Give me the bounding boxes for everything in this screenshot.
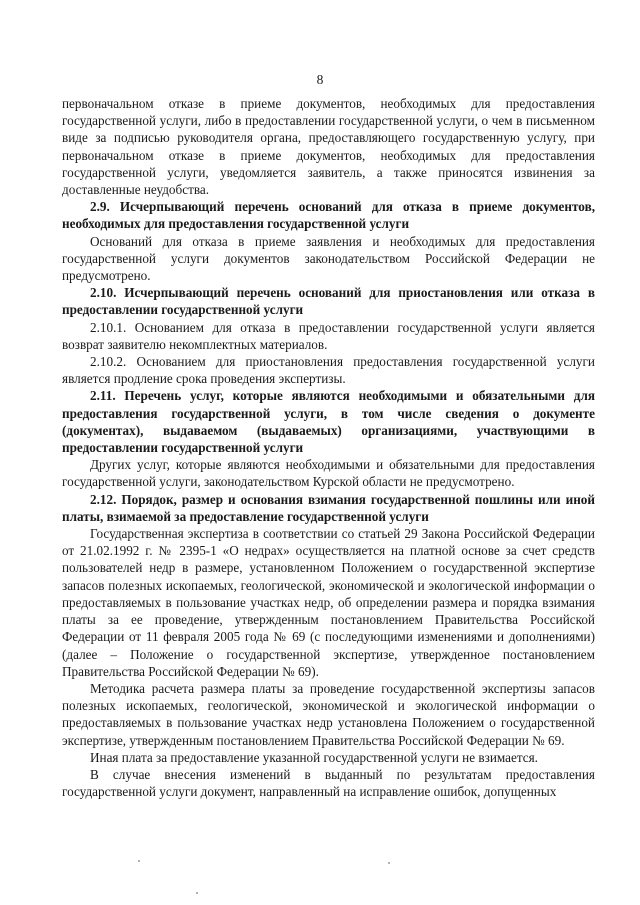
scan-speck — [388, 862, 390, 864]
paragraph-2-11-body: Других услуг, которые являются необходимыми и обязательными для предоставления государственной услуги, законодательством Курской области не предусмотрено. — [62, 457, 595, 490]
document-body — [62, 95, 595, 800]
paragraph-2-10-1: 2.10.1. Основанием для отказа в предоставлении государственной услуги является возврат заявителю некомплектных материалов. — [62, 319, 595, 352]
heading-2-11: 2.11. Перечень услуг, которые являются необходимыми и обязательными для предоставления государственной услуги, в том числе сведения о документе (документах), выдаваемом (выдаваемых) организациями, участвующими в предоставлении государственной услуги — [62, 388, 595, 456]
paragraph-2-10-2: 2.10.2. Основанием для приостановления предоставления государственной услуги является продление срока проведения экспертизы. — [62, 354, 595, 387]
page-number: 8 — [316, 72, 324, 87]
paragraph-2-12-expertise: Государственная экспертиза в соответствии со статьей 29 Закона Российской Федерации от 21.02.1992 г. № 2395-1 «О недрах» осуществляется на платной основе за счет средств пользователей недр в размере, установленном Положением о государственной экспертизе запасов полезных ископаемых, геологической, экономической и экологической информации о предоставляемых в пользование участках недр, об определении размера и порядка взимания платы за ее проведение, утвержденным постановлением Правительства Российской Федерации от 11 февраля 2005 года № 69 (с последующими изменениями и дополнениями) (далее – Положение о государственной экспертизе, утвержденное постановлением Правительства Российской Федерации № 69). — [62, 526, 595, 679]
scan-speck — [138, 860, 140, 862]
paragraph-2-12-other-fee: Иная плата за предоставление указанной государственной услуги не взимается. — [90, 749, 538, 765]
scan-speck — [196, 892, 198, 894]
heading-2-12: 2.12. Порядок, размер и основания взимания государственной пошлины или иной платы, взимаемой за предоставление государственной услуги — [62, 491, 595, 524]
paragraph-2-9-body: Оснований для отказа в приеме заявления и необходимых для предоставления государственной услуги документов законодательством Российской Федерации не предусмотрено. — [62, 233, 595, 284]
paragraph-continuation: первоначальном отказе в приеме документов, необходимых для предоставления государственной услуги, либо в предоставлении государственной услуги, о чем в письменном виде за подписью руководителя органа, предоставляющего государственную услугу, при первоначальном отказе в приеме документов, необходимых для предоставления государственной услуги, уведомляется заявитель, а также приносятся извинения за доставленные неудобства. — [62, 96, 595, 198]
paragraph-2-12-methodology: Методика расчета размера платы за проведение государственной экспертизы запасов полезных ископаемых, геологической, экономической и экологической информации о предоставляемых в пользование участках недр установлена Положением о государственной экспертизе, утвержденным постановлением Правительства Российской Федерации № 69. — [62, 680, 595, 748]
heading-2-10: 2.10. Исчерпывающий перечень оснований для приостановления или отказа в предоставлении государственной услуги — [62, 285, 595, 318]
heading-2-9: 2.9. Исчерпывающий перечень оснований для отказа в приеме документов, необходимых для предоставления государственной услуги — [62, 199, 595, 232]
paragraph-2-12-changes: В случае внесения изменений в выданный по результатам предоставления государственной услуги документ, направленный на исправление ошибок, допущенных — [62, 766, 595, 800]
